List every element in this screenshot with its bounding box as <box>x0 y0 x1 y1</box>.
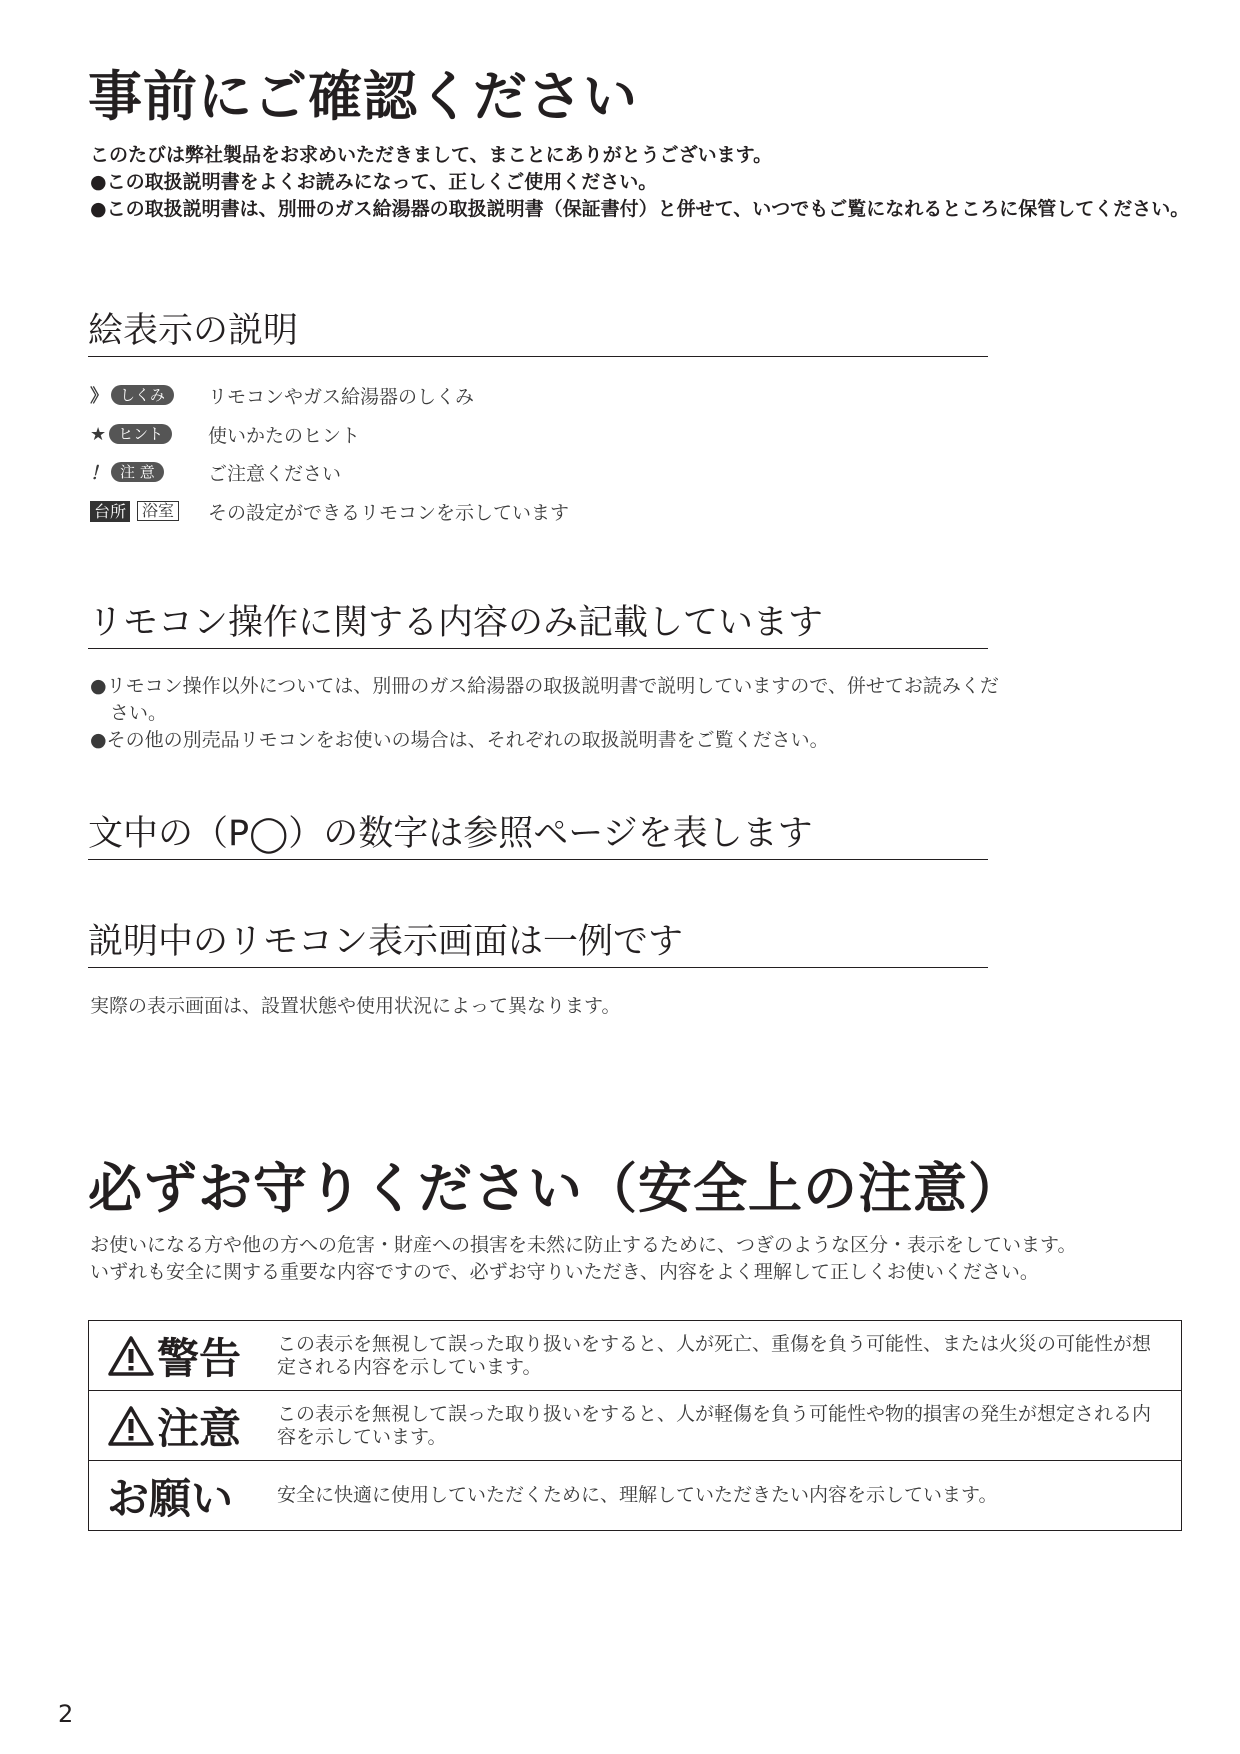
safety-intro-line: お使いになる方や他の方への危害・財産への損害を未然に防止するために、つぎのような区分・表示をしています。 <box>90 1234 1077 1256</box>
heading-rule <box>88 859 988 860</box>
signal-row-warning <box>89 1321 1181 1391</box>
request-label: お願い <box>107 1473 234 1523</box>
warning-triangle-icon <box>107 1335 155 1377</box>
signal-row-request <box>89 1461 1181 1530</box>
screen-note: 実際の表示画面は、設置状態や使用状況によって異なります。 <box>90 995 621 1017</box>
safety-signal-table <box>88 1320 1182 1531</box>
heading-rule <box>88 648 988 649</box>
safety-title: 必ずお守りください（安全上の注意） <box>88 1157 1023 1220</box>
legend-item-remote <box>90 497 569 525</box>
warning-label: 警告 <box>157 1333 242 1383</box>
shikumi-badge: しくみ <box>111 385 174 405</box>
exclamation-icon: ！ <box>90 463 108 484</box>
legend-item-shikumi <box>90 381 474 409</box>
intro-bullet: ●この取扱説明書は、別冊のガス給湯器の取扱説明書（保証書付）と併せて、いつでもご覧になれるところに保管してください。 <box>90 198 1190 220</box>
safety-intro <box>90 1232 1190 1286</box>
page-ref-heading: 文中の（P◯）の数字は参照ページを表します <box>88 814 813 854</box>
legend-text: 使いかたのヒント <box>208 424 361 447</box>
intro-bullet: ●この取扱説明書をよくお読みになって、正しくご使用ください。 <box>90 171 658 193</box>
intro-line: このたびは弊社製品をお求めいただきまして、まことにありがとうございます。 <box>90 144 773 166</box>
hint-badge: ヒント <box>109 424 172 444</box>
safety-intro-line: いずれも安全に関する重要な内容ですので、必ずお守りいただき、内容をよく理解して正しくお使いください。 <box>90 1261 1039 1283</box>
remote-heading: リモコン操作に関する内容のみ記載しています <box>88 603 824 643</box>
legend-item-caution <box>90 458 341 486</box>
remote-bullets <box>90 673 1010 754</box>
page-title: 事前にご確認ください <box>88 65 638 128</box>
caution-description: この表示を無視して誤った取り扱いをすると、人が軽傷を負う可能性や物的損害の発生が想定される内容を示しています。 <box>277 1402 1152 1448</box>
legend-text: リモコンやガス給湯器のしくみ <box>208 385 475 408</box>
double-chevron-icon: 》 <box>90 386 108 407</box>
page-number: 2 <box>58 1700 74 1728</box>
legend-text: その設定ができるリモコンを示しています <box>208 501 570 524</box>
list-item: ●リモコン操作以外については、別冊のガス給湯器の取扱説明書で説明していますので、併せてお読みください。 <box>90 675 999 724</box>
warning-description: この表示を無視して誤った取り扱いをすると、人が死亡、重傷を負う可能性、または火災の可能性が想定される内容を示しています。 <box>277 1332 1152 1378</box>
bathroom-badge: 浴室 <box>137 501 179 521</box>
caution-badge: 注 意 <box>111 462 164 482</box>
intro-block <box>90 142 1190 223</box>
heading-rule <box>88 967 988 968</box>
request-description: 安全に快適に使用していただくために、理解していただきたい内容を示しています。 <box>277 1484 998 1506</box>
signal-row-caution <box>89 1391 1181 1461</box>
star-icon: ★ <box>90 423 107 445</box>
legend-heading: 絵表示の説明 <box>88 311 299 351</box>
kitchen-badge: 台所 <box>90 501 130 522</box>
screen-heading: 説明中のリモコン表示画面は一例です <box>88 922 684 962</box>
legend-text: ご注意ください <box>208 462 342 485</box>
caution-label: 注意 <box>157 1403 242 1453</box>
heading-rule <box>88 356 988 357</box>
legend-item-hint <box>90 420 360 448</box>
warning-triangle-icon <box>107 1405 155 1447</box>
list-item: ●その他の別売品リモコンをお使いの場合は、それぞれの取扱説明書をご覧ください。 <box>90 729 829 751</box>
